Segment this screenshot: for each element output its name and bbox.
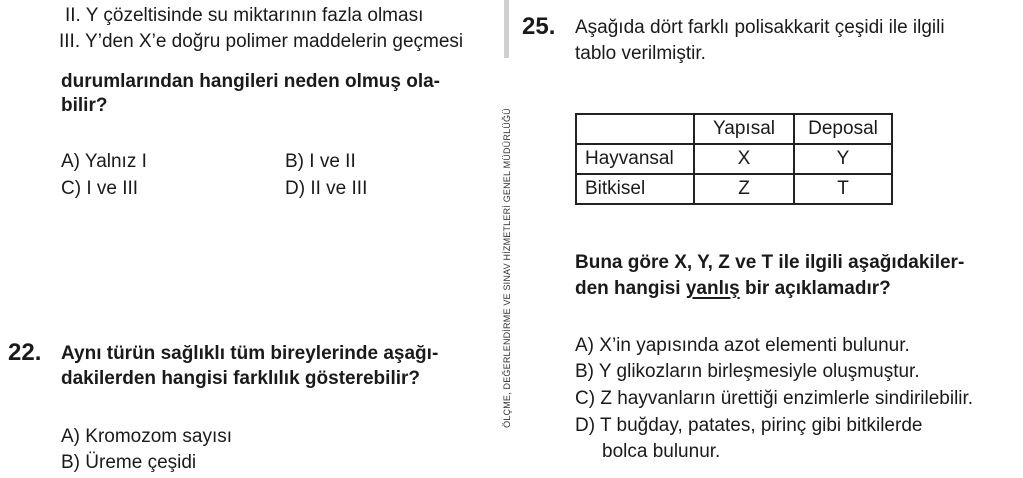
prev-option-d[interactable]: D) II ve III bbox=[285, 178, 368, 199]
question-25-intro-line2: tablo verilmiştir. bbox=[575, 43, 706, 64]
table-cell: Y bbox=[794, 144, 892, 174]
table-cell: X bbox=[694, 144, 794, 174]
question-25-line2 bbox=[575, 277, 891, 301]
table-cell: T bbox=[794, 174, 892, 204]
table-row bbox=[576, 144, 892, 174]
table-header-empty bbox=[576, 114, 694, 144]
question-22-line1: Aynı türün sağlıklı tüm bireylerinde aşağı- bbox=[61, 343, 439, 364]
question-25-number: 25. bbox=[522, 13, 556, 40]
question-25-option-b[interactable]: B) Y glikozların birleşmesiyle oluşmuştur. bbox=[575, 361, 920, 382]
polysaccharide-table bbox=[575, 113, 893, 205]
publisher-vertical-text: ÖLÇME, DEĞERLENDİRME VE SINAV HİZMETLERİ GENEL MÜDÜRLÜĞÜ bbox=[502, 108, 512, 428]
prev-item-ii: II. Y çözeltisinde su miktarının fazla olması bbox=[65, 5, 424, 26]
prev-question-line2: bilir? bbox=[61, 95, 108, 116]
table-header-row bbox=[576, 114, 892, 144]
question-25-negation-word: yanlış bbox=[685, 278, 740, 299]
question-25-line2-after: bir açıklamadır? bbox=[739, 278, 891, 299]
question-25-option-d-line2[interactable]: bolca bulunur. bbox=[602, 441, 721, 462]
question-25-option-d-line1[interactable]: D) T buğday, patates, pirinç gibi bitkilerde bbox=[575, 415, 923, 436]
prev-option-a[interactable]: A) Yalnız I bbox=[61, 151, 147, 172]
table-cell: Z bbox=[694, 174, 794, 204]
table-header-structural: Yapısal bbox=[694, 114, 794, 144]
prev-item-iii: III. Y’den X’e doğru polimer maddelerin geçmesi bbox=[59, 31, 464, 52]
prev-option-b[interactable]: B) I ve II bbox=[285, 151, 356, 172]
question-25-line2-before: den hangisi bbox=[575, 278, 686, 299]
question-25-option-a[interactable]: A) X’in yapısında azot elementi bulunur. bbox=[575, 335, 910, 356]
question-25-intro-line1: Aşağıda dört farklı polisakkarit çeşidi ile ilgili bbox=[575, 17, 945, 38]
table-header-storage: Deposal bbox=[794, 114, 892, 144]
question-22-number: 22. bbox=[8, 339, 42, 366]
question-25-line1: Buna göre X, Y, Z ve T ile ilgili aşağıdakiler- bbox=[575, 252, 965, 273]
table-row-label: Bitkisel bbox=[576, 174, 694, 204]
prev-question-line1: durumlarından hangileri neden olmuş ola- bbox=[61, 71, 440, 92]
prev-option-c[interactable]: C) I ve III bbox=[61, 178, 139, 199]
question-25-option-c[interactable]: C) Z hayvanların ürettiği enzimlerle sindirilebilir. bbox=[575, 388, 974, 409]
question-22-option-b[interactable]: B) Üreme çeşidi bbox=[61, 452, 197, 473]
table-row bbox=[576, 174, 892, 204]
table-row-label: Hayvansal bbox=[576, 144, 694, 174]
question-22-line2: dakilerden hangisi farklılık gösterebilir? bbox=[61, 368, 420, 389]
question-22-option-a[interactable]: A) Kromozom sayısı bbox=[61, 426, 233, 447]
